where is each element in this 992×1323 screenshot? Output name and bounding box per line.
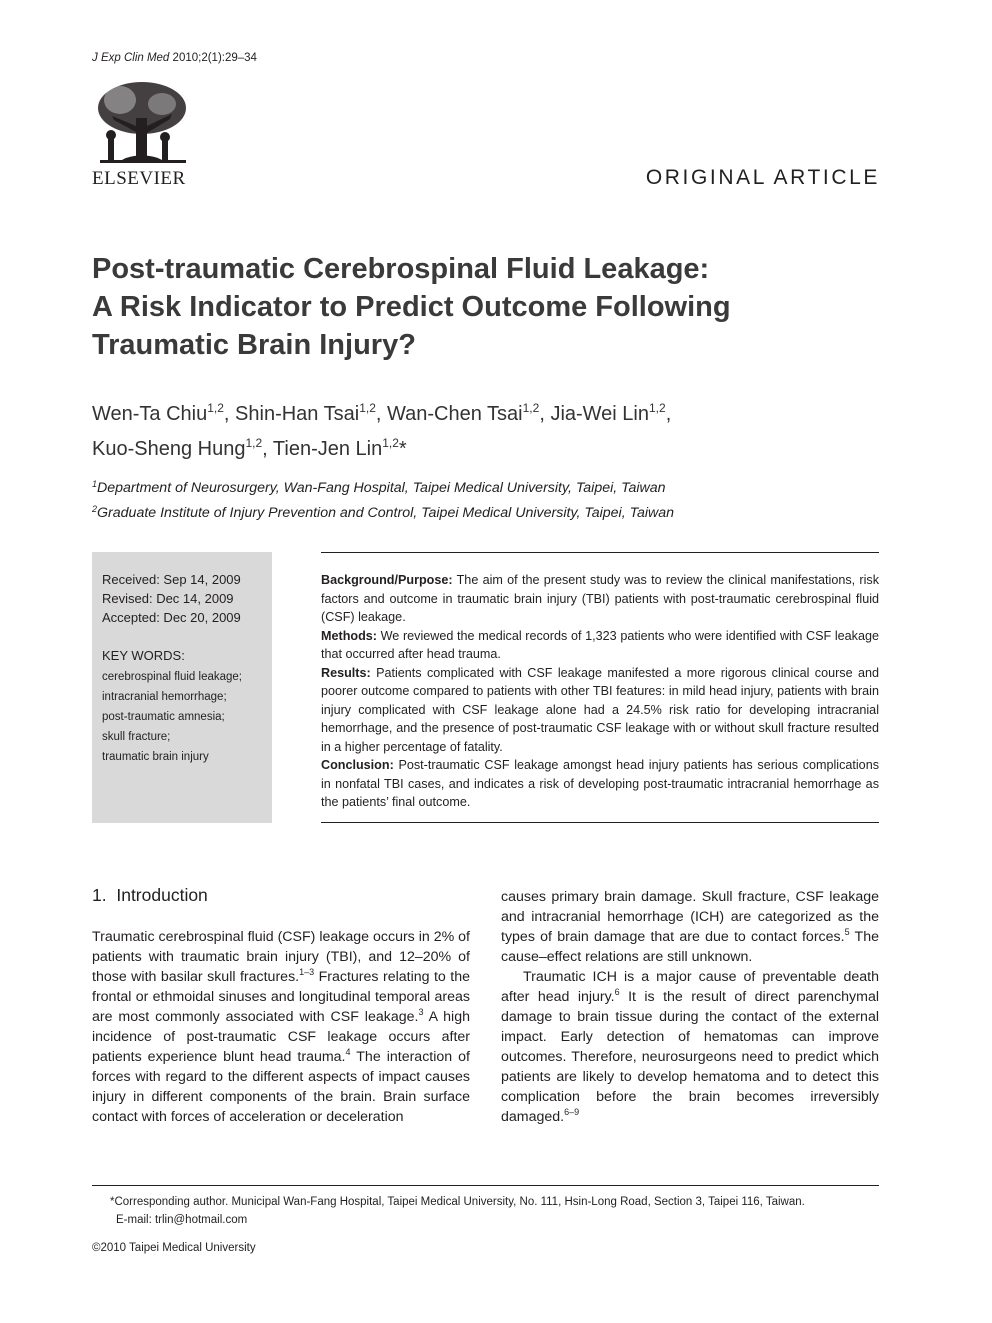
abstract-label: Results: xyxy=(321,665,371,680)
abstract-text: We reviewed the medical records of 1,323 patients who were identified with CSF leakage that occurred after head trauma. xyxy=(321,628,879,661)
journal-name: J Exp Clin Med xyxy=(92,52,170,64)
abstract-results xyxy=(321,664,879,757)
body-column-left xyxy=(92,927,470,1127)
author-separator: , xyxy=(665,403,672,425)
keyword: cerebrospinal fluid leakage; xyxy=(102,671,243,683)
author-name: Wan-Chen Tsai xyxy=(387,403,523,425)
title-line: A Risk Indicator to Predict Outcome Following xyxy=(92,291,731,323)
abstract-background xyxy=(321,571,879,627)
author-affil-sup: 1,2 xyxy=(382,436,399,450)
affiliation-text: Graduate Institute of Injury Prevention and Control, Taipei Medical University, Taipei, Taiwan xyxy=(97,505,675,521)
section-heading xyxy=(92,885,208,906)
title-line: Traumatic Brain Injury? xyxy=(92,329,416,361)
abstract-conclusion xyxy=(321,756,879,812)
affiliations xyxy=(92,474,852,524)
keyword: traumatic brain injury xyxy=(102,751,209,763)
author-name: Tien-Jen Lin xyxy=(272,438,383,460)
author-list xyxy=(92,394,852,464)
abstract-bottom-rule xyxy=(321,822,879,823)
body-text: The cause–effect relations are still unknown. xyxy=(501,929,879,965)
footnote-address: *Corresponding author. Municipal Wan-Fang Hospital, Taipei Medical University, No. 111, Hsin-Long Road, Section 3, Taipei 116, Taiwan. xyxy=(110,1196,805,1208)
footnote-email: E-mail: trlin@hotmail.com xyxy=(116,1214,248,1226)
affiliation-num: 1 xyxy=(92,479,98,489)
affiliation-text: Department of Neurosurgery, Wan-Fang Hospital, Taipei Medical University, Taipei, Taiwan xyxy=(97,480,666,496)
citation-ref: 6–9 xyxy=(564,1107,580,1117)
citation-ref: 5 xyxy=(844,927,850,937)
affiliation xyxy=(92,499,852,524)
body-text: A high incidence of post-traumatic CSF leakage occurs after patients experience blunt head trauma. xyxy=(92,1009,470,1065)
section-title: Introduction xyxy=(116,885,208,905)
author-separator: * xyxy=(398,438,407,460)
author-name: Wen-Ta Chiu xyxy=(92,403,208,425)
copyright: ©2010 Taipei Medical University xyxy=(92,1242,256,1254)
citation-ref: 3 xyxy=(418,1007,424,1017)
abstract-text: Patients complicated with CSF leakage manifested a more rigorous clinical course and poorer outcome compared to patients with other TBI features: in mild head injury, patients with brain injury complicated with CSF leakage alone had a 24.5% risk ratio for developing intracranial hemorrhage, and the presence of post-traumatic CSF leakage with or without skull fracture resulted in a higher percentage of fatality. xyxy=(321,665,879,754)
body-paragraph xyxy=(501,967,879,1127)
volume-info: 2010;2(1):29–34 xyxy=(172,52,257,64)
body-text: It is the result of direct parenchymal damage to brain tissue during the contact of the external impact. Early detection of hematomas can improve outcomes. Therefore, neurosurgeons need to predict which patients are likely to develop hematoma and to detect this complication before the brain becomes irreversibly damaged. xyxy=(501,989,880,1125)
body-column-right xyxy=(501,887,879,1127)
tree-icon xyxy=(92,78,192,168)
author-separator: , xyxy=(375,403,387,425)
author-affil-sup: 1,2 xyxy=(207,401,224,415)
author-name: Shin-Han Tsai xyxy=(235,403,360,425)
article-dates xyxy=(102,570,241,627)
body-paragraph xyxy=(92,927,470,1127)
abstract-methods xyxy=(321,627,879,664)
keyword: intracranial hemorrhage; xyxy=(102,691,227,703)
author-separator: , xyxy=(539,403,551,425)
author-name: Kuo-Sheng Hung xyxy=(92,438,246,460)
author-affil-sup: 1,2 xyxy=(245,436,263,450)
body-text: Traumatic cerebrospinal fluid (CSF) leakage occurs in 2% of patients with traumatic brain injury (TBI), and 12–20% of those with basilar skull fractures. xyxy=(92,929,470,985)
author-name: Jia-Wei Lin xyxy=(550,403,649,425)
keywords-list xyxy=(102,667,242,767)
abstract-text: Post-traumatic CSF leakage amongst head injury patients has serious complications in nonfatal TBI cases, and indicates a risk of developing post-traumatic intracranial hemorrhage as the patients’ final outcome. xyxy=(321,758,879,809)
abstract-label: Conclusion: xyxy=(321,758,394,772)
article-type: ORIGINAL ARTICLE xyxy=(645,166,880,189)
body-paragraph xyxy=(501,887,879,967)
accepted-date: Accepted: Dec 20, 2009 xyxy=(102,610,241,625)
abstract-label: Background/Purpose: xyxy=(321,573,453,587)
title-line: Post-traumatic Cerebrospinal Fluid Leakage: xyxy=(92,253,710,285)
body-text: Traumatic ICH is a major cause of preventable death after head injury. xyxy=(501,969,879,1005)
citation-ref: 4 xyxy=(345,1047,351,1057)
author-separator: , xyxy=(223,403,236,425)
journal-citation xyxy=(92,52,257,64)
keywords-heading: KEY WORDS: xyxy=(102,648,185,663)
body-text: causes primary brain damage. Skull fracture, CSF leakage and intracranial hemorrhage (ICH) are categorized as the types of brain damage that are due to contact forces. xyxy=(501,889,879,945)
author-affil-sup: 1,2 xyxy=(522,401,540,415)
body-text: The interaction of forces with regard to the different aspects of impact causes injury in different components of the brain. Brain surface contact with forces of acceleration or deceleration xyxy=(92,1049,470,1125)
abstract-top-rule xyxy=(321,552,879,553)
citation-ref: 1–3 xyxy=(299,967,315,977)
body-text: Fractures relating to the frontal or ethmoidal sinuses and longitudinal temporal areas are most commonly associated with CSF leakage. xyxy=(92,969,470,1025)
article-title xyxy=(92,250,852,364)
revised-date: Revised: Dec 14, 2009 xyxy=(102,591,234,606)
section-number: 1. xyxy=(92,885,107,905)
affiliation xyxy=(92,474,852,499)
citation-ref: 6 xyxy=(614,987,620,997)
footnote-rule xyxy=(92,1185,879,1186)
affiliation-num: 2 xyxy=(92,504,98,514)
author-affil-sup: 1,2 xyxy=(359,401,376,415)
corresponding-author-note xyxy=(110,1193,880,1229)
author-separator: , xyxy=(262,438,273,460)
keyword: post-traumatic amnesia; xyxy=(102,711,225,723)
abstract-text: The aim of the present study was to review the clinical manifestations, risk factors and outcome in traumatic brain injury (TBI) patients with post-traumatic cerebrospinal fluid (CSF) leakage. xyxy=(321,573,879,624)
keyword: skull fracture; xyxy=(102,731,171,743)
publisher-logo-text: ELSEVIER xyxy=(92,168,186,189)
author-affil-sup: 1,2 xyxy=(649,401,666,415)
abstract-label: Methods: xyxy=(321,628,377,643)
received-date: Received: Sep 14, 2009 xyxy=(102,572,241,587)
abstract xyxy=(321,571,879,812)
